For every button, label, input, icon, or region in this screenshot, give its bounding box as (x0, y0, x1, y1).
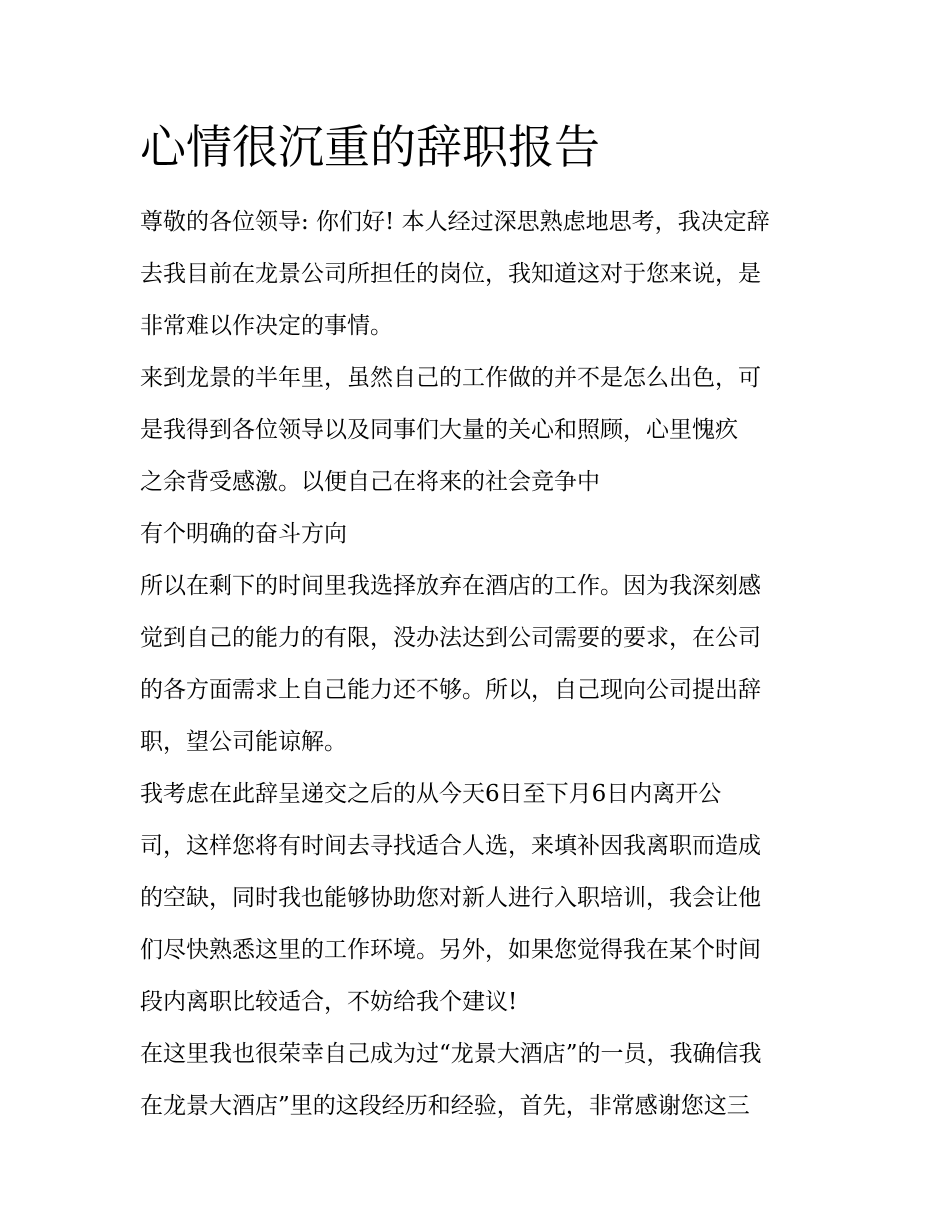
body-line: 去我目前在龙景公司所担任的岗位，我知道这对于您来说，是 (140, 261, 761, 287)
body-line: 来到龙景的半年里，虽然自己的工作做的并不是怎么出色，可 (140, 365, 761, 391)
body-line: 的空缺，同时我也能够协助您对新人进行入职培训，我会让他 (140, 885, 761, 911)
body-line: 段内离职比较适合，不妨给我个建议! (140, 989, 518, 1015)
body-line: 之余背受感激。以便自己在将来的社会竞争中 (140, 469, 600, 495)
body-line: 的各方面需求上自己能力还不够。所以，自己现向公司提出辞 (140, 677, 761, 703)
body-line: 在龙景大酒店”里的这段经历和经验，首先，非常感谢您这三 (140, 1093, 750, 1119)
document-body (140, 196, 812, 1132)
body-line: 司，这样您将有时间去寻找适合人选，来填补因我离职而造成 (140, 833, 761, 859)
body-line: 有个明确的奋斗方向 (140, 521, 347, 547)
body-line: 们尽快熟悉这里的工作环境。另外，如果您觉得我在某个时间 (140, 937, 761, 963)
document-title: 心情很沉重的辞职报告 (140, 120, 600, 174)
body-line: 职，望公司能谅解。 (140, 729, 347, 755)
body-line: 是我得到各位领导以及同事们大量的关心和照顾，心里愧疚 (140, 417, 738, 443)
body-line: 尊敬的各位领导: 你们好! 本人经过深思熟虑地思考，我决定辞 (140, 209, 770, 235)
body-line: 觉到自己的能力的有限，没办法达到公司需要的要求，在公司 (140, 625, 761, 651)
body-line: 我考虑在此辞呈递交之后的从今天6日至下月6日内离开公 (140, 781, 722, 807)
body-line: 所以在剩下的时间里我选择放弃在酒店的工作。因为我深刻感 (140, 573, 761, 599)
body-line: 非常难以作决定的事情。 (140, 313, 393, 339)
body-line: 在这里我也很荣幸自己成为过“龙景大酒店”的一员，我确信我 (140, 1041, 762, 1067)
